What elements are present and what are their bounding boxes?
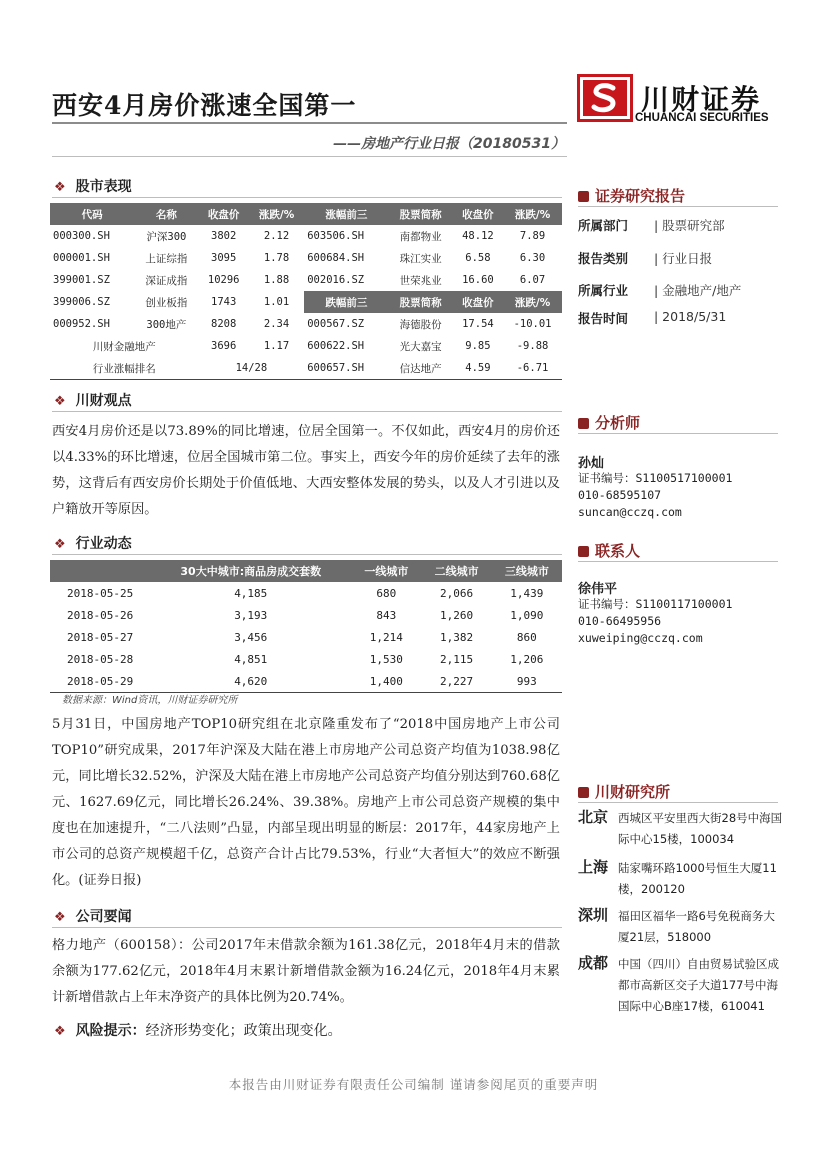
market-table	[50, 203, 562, 380]
office-city: 深圳	[578, 906, 609, 924]
diamond-bullet-icon: ❖	[54, 1024, 66, 1039]
report-subtitle: ——房地产行业日报（20180531）	[333, 136, 565, 152]
market-heading: ❖ 股市表现	[54, 179, 132, 195]
subtitle-divider	[52, 156, 567, 157]
col-header: 二线城市	[421, 560, 491, 582]
square-bullet-icon	[578, 191, 589, 202]
col-header: 代码	[50, 203, 134, 225]
office-city: 上海	[578, 858, 609, 876]
table-row: 行业涨幅排名 14/28 600657.SH 信达地产 4.59 -6.71	[50, 357, 562, 380]
contact-email[interactable]: xuweiping@cczq.com	[578, 631, 703, 645]
col-header: 收盘价	[199, 203, 249, 225]
square-bullet-icon	[578, 787, 589, 798]
contact-info	[578, 596, 732, 647]
analyst-heading: 分析师	[578, 412, 640, 433]
sidebar-divider	[578, 561, 778, 562]
view-heading: ❖ 川财观点	[54, 393, 132, 409]
office-address: 西城区平安里西大街28号中海国际中心15楼，100034	[618, 811, 783, 846]
meta-value: | 行业日报	[654, 251, 713, 266]
col-header: 股票简称	[388, 203, 452, 225]
industry-heading: ❖ 行业动态	[54, 536, 132, 552]
diamond-bullet-icon: ❖	[54, 910, 66, 925]
table-row: 000300.SH 沪深300 3802 2.12 603506.SH 南都物业 48.12 7.89	[53, 230, 546, 243]
brand-logo-icon	[577, 74, 633, 122]
contact-phone: 010-66495956	[578, 614, 662, 628]
contact-heading: 联系人	[578, 540, 640, 561]
col-header: 收盘价	[453, 291, 503, 313]
brand-name-en: CHUANCAI SECURITIES	[635, 112, 769, 124]
col-header: 涨跌/%	[503, 203, 562, 225]
data-source-note: 数据来源：Wind资讯，川财证券研究所	[62, 695, 238, 706]
col-header: 一线城市	[351, 560, 421, 582]
market-divider	[52, 197, 562, 198]
sidebar-divider	[578, 206, 778, 207]
col-header: 涨幅前三	[304, 203, 388, 225]
meta-value: | 金融地产/地产	[654, 283, 742, 298]
square-bullet-icon	[578, 546, 589, 557]
company-paragraph: 格力地产（600158）：公司2017年末借款余额为161.38亿元，2018年4月末的借款余额为177.62亿元，2018年4月末累计新增借款金额为16.24亿元，2018年4月末累计新增借款占上年末净资产的具体比例为20.74%。	[52, 938, 560, 1005]
meta-label: 报告时间	[578, 311, 629, 326]
table-row: 399006.SZ 创业板指 1743 1.01 跌幅前三 股票简称 收盘价 涨跌/%	[50, 291, 562, 313]
contact-name: 徐伟平	[578, 582, 618, 597]
diamond-bullet-icon: ❖	[54, 537, 66, 552]
analyst-info	[578, 470, 732, 521]
table-row: 2018-05-29 4,620 1,400 2,227 993	[50, 670, 562, 693]
office-address: 中国（四川）自由贸易试验区成都市高新区交子大道177号中海国际中心B座17楼，610041	[618, 957, 779, 1013]
industry-divider	[52, 554, 562, 555]
title-divider	[52, 122, 567, 124]
analyst-cert: 证书编号：S1100517100001	[578, 471, 733, 485]
diamond-bullet-icon: ❖	[54, 394, 66, 409]
analyst-email[interactable]: suncan@cczq.com	[578, 505, 682, 519]
meta-value: | 2018/5/31	[654, 309, 727, 324]
institute-heading: 川财研究所	[578, 781, 670, 802]
office-address: 陆家嘴环路1000号恒生大厦11楼，200120	[618, 861, 777, 896]
meta-value: | 股票研究部	[654, 218, 725, 233]
analyst-phone: 010-68595107	[578, 488, 662, 502]
table-row: 2018-05-27 3,456 1,214 1,382 860	[67, 630, 537, 644]
col-header: 涨跌/%	[503, 291, 562, 313]
report-section-heading: 证券研究报告	[578, 185, 685, 206]
page-footer: 本报告由川财证券有限责任公司编制 谨请参阅尾页的重要声明	[228, 1077, 599, 1092]
office-city: 北京	[578, 808, 609, 826]
brand-name-cn: 川财证券	[641, 83, 762, 116]
company-divider	[52, 927, 562, 928]
col-header: 收盘价	[453, 203, 503, 225]
contact-cert: 证书编号：S1100117100001	[578, 597, 733, 611]
risk-note: ❖ 风险提示：经济形势变化；政策出现变化。	[54, 1023, 342, 1039]
analyst-name: 孙灿	[578, 456, 605, 471]
col-header: 名称	[134, 203, 198, 225]
report-title: 西安4月房价涨速全国第一	[52, 91, 357, 120]
view-divider	[52, 411, 562, 412]
col-header: 股票简称	[388, 291, 452, 313]
view-paragraph: 西安4月房价还是以73.89%的同比增速，位居全国第一。不仅如此，西安4月的房价还以4.33%的环比增速，位居全国城市第二位。事实上，西安今年的房价延续了去年的涨势，这背后有西安房价长期处于价值低地、大西安整体发展的势头，以及人才引进以及户籍放开等原因。	[52, 424, 560, 517]
col-header	[50, 560, 150, 582]
table-row: 2018-05-26 3,193 843 1,260 1,090	[67, 608, 544, 622]
table-row: 000952.SH 300地产 8208 2.34 000567.SZ 海德股份 17.54 -10.01	[53, 318, 552, 331]
col-header: 三线城市	[492, 560, 562, 582]
table-row: 000001.SH 上证综指 3095 1.78 600684.SH 珠江实业 6.58 6.30	[53, 252, 546, 265]
meta-label: 报告类别	[578, 251, 629, 266]
col-header: 涨跌/%	[249, 203, 304, 225]
table-row: 2018-05-25 4,185 680 2,066 1,439	[67, 586, 544, 600]
industry-paragraph: 5月31日，中国房地产TOP10研究组在北京隆重发布了“2018中国房地产上市公司TOP10”研究成果，2017年沪深及大陆在港上市房地产公司总资产均值为1038.98亿元，同比增长32.52%，沪深及大陆在港上市房地产公司总资产均值分别达到760.68亿元、1627.69亿元，同比增长26.24%、39.38%。房地产上市公司总资产规模的集中度也在加速提升，“二八法则”凸显，内部呈现出明显的断层：2017年，44家房地产上市公司的总资产规模超千亿，总资产合计占比79.53%，行业“大者恒大”的效应不断强化。(证券日报)	[52, 717, 560, 888]
sidebar-divider	[578, 802, 778, 803]
table-row: 399001.SZ 深证成指 10296 1.88 002016.SZ 世荣兆业 16.60 6.07	[53, 274, 546, 287]
table-row: 川财金融地产 3696 1.17 600622.SH 光大嘉宝 9.85 -9.88	[92, 340, 549, 353]
meta-label: 所属行业	[578, 283, 629, 298]
company-heading: ❖ 公司要闻	[54, 909, 132, 925]
col-header: 跌幅前三	[304, 291, 388, 313]
diamond-bullet-icon: ❖	[54, 180, 66, 195]
meta-label: 所属部门	[578, 218, 629, 233]
office-address: 福田区福华一路6号免税商务大厦21层，518000	[618, 909, 775, 944]
col-header: 30大中城市:商品房成交套数	[150, 560, 351, 582]
table-row: 2018-05-28 4,851 1,530 2,115 1,206	[67, 652, 544, 666]
square-bullet-icon	[578, 418, 589, 429]
industry-table	[50, 560, 562, 693]
office-city: 成都	[578, 954, 609, 972]
sidebar-divider	[578, 433, 778, 434]
